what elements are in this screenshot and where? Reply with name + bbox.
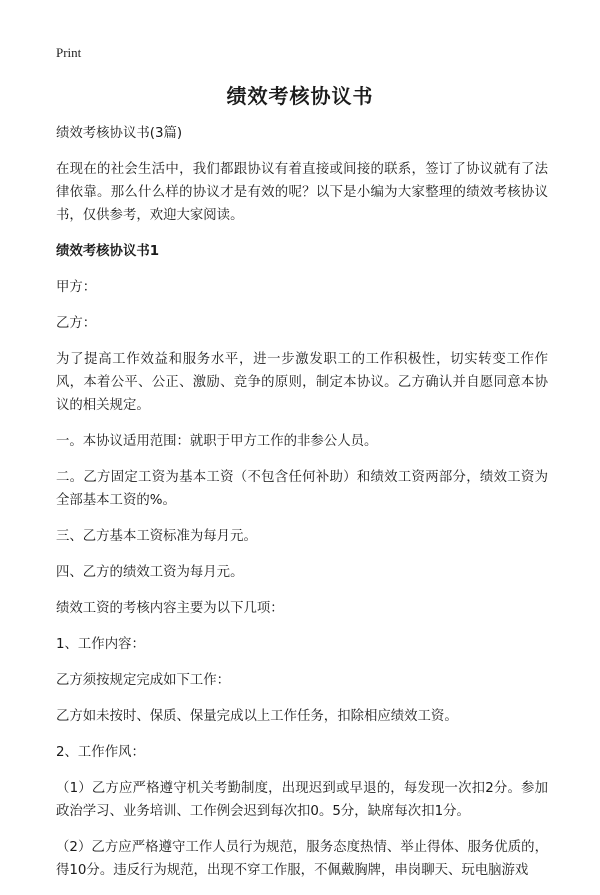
document-subtitle: 绩效考核协议书(3篇) xyxy=(56,126,183,141)
clause-paragraph: 一。本协议适用范围：就职于甲方工作的非参公人员。 xyxy=(56,434,378,449)
section-heading: 绩效考核协议书1 xyxy=(56,244,160,259)
item-heading: 1、工作内容： xyxy=(56,637,145,652)
item-paragraph: （2）乙方应严格遵守工作人员行为规范，服务态度热情、举止得体、服务优质的，得10分。违反行为规范，出现不穿工作服，不佩戴胸牌，串岗聊天、玩电脑游戏 xyxy=(56,840,548,878)
document-body xyxy=(56,122,548,895)
document-title: 绩效考核协议书 xyxy=(226,84,374,108)
item-paragraph: （1）乙方应严格遵守机关考勤制度，出现迟到或早退的，每发现一次扣2分。参加政治学习、业务培训、工作例会迟到每次扣0。5分，缺席每次扣1分。 xyxy=(56,781,548,819)
item-paragraph: 乙方须按规定完成如下工作： xyxy=(56,673,231,688)
intro-paragraph: 在现在的社会生活中，我们都跟协议有着直接或间接的联系，签订了协议就有了法律依靠。那么什么样的协议才是有效的呢？以下是小编为大家整理的绩效考核协议书，仅供参考，欢迎大家阅读。 xyxy=(56,162,548,223)
purpose-paragraph: 为了提高工作效益和服务水平，进一步激发职工的工作积极性，切实转变工作作风，本着公平、公正、激励、竞争的原则，制定本协议。乙方确认并自愿同意本协议的相关规定。 xyxy=(56,352,548,413)
party-b-line: 乙方： xyxy=(56,316,97,331)
party-a-line: 甲方： xyxy=(56,280,97,295)
clause-paragraph: 四、乙方的绩效工资为每月元。 xyxy=(56,565,244,580)
assessment-intro: 绩效工资的考核内容主要为以下几项： xyxy=(56,601,284,616)
clause-paragraph: 二。乙方固定工资为基本工资（不包含任何补助）和绩效工资两部分，绩效工资为全部基本工资的%。 xyxy=(56,470,548,508)
print-link[interactable]: Print xyxy=(56,45,82,60)
item-heading: 2、工作作风： xyxy=(56,745,145,760)
clause-paragraph: 三、乙方基本工资标准为每月元。 xyxy=(56,529,257,544)
item-paragraph: 乙方如未按时、保质、保量完成以上工作任务，扣除相应绩效工资。 xyxy=(56,709,458,724)
